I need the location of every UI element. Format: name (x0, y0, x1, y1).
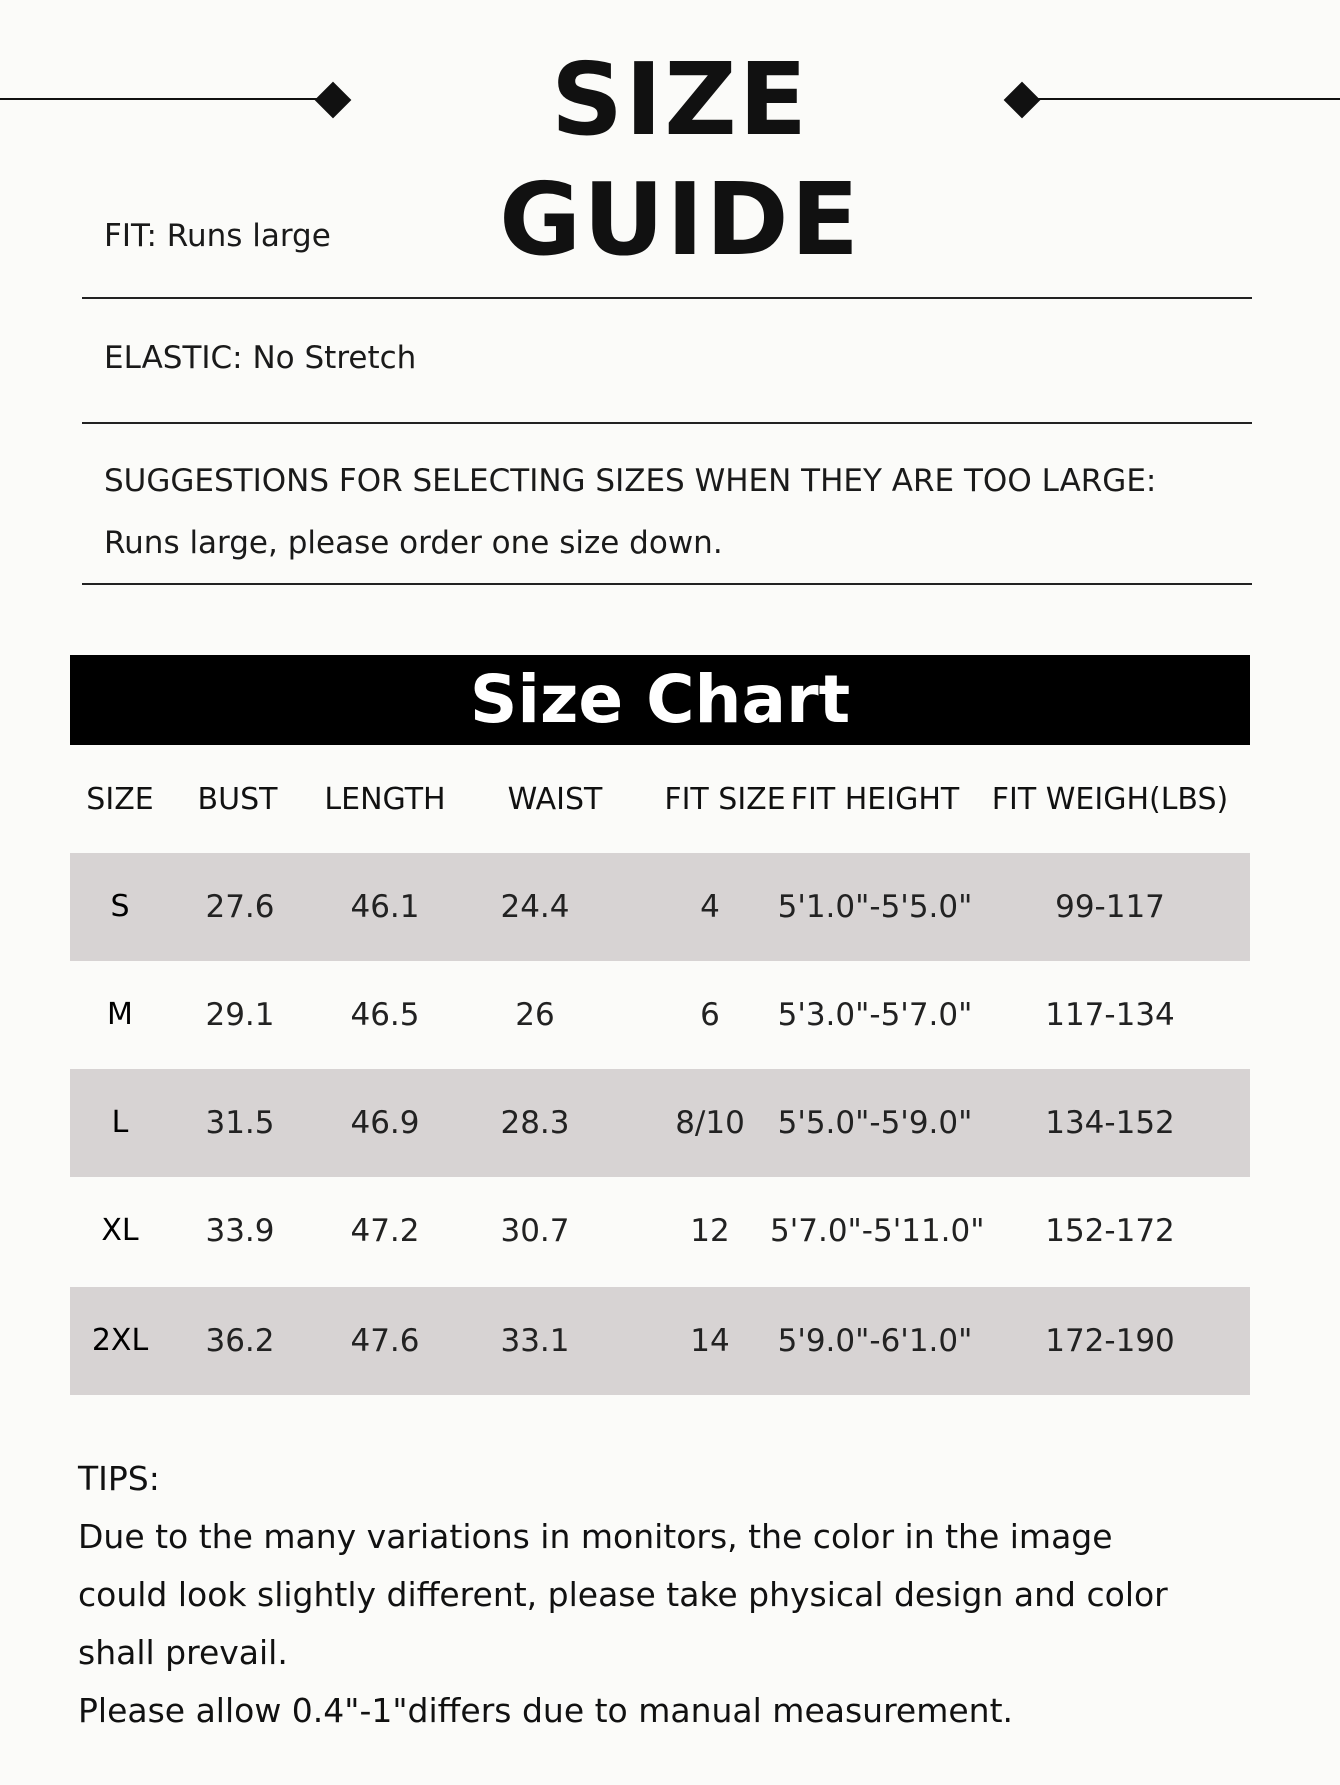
cell-fit-size: 8/10 (675, 1105, 745, 1141)
cell-bust: 31.5 (205, 1105, 275, 1141)
cell-fit-size: 6 (700, 997, 720, 1033)
cell-size: XL (101, 1213, 139, 1248)
divider (82, 583, 1252, 585)
cell-fit-height: 5'9.0"-6'1.0" (777, 1323, 973, 1359)
tips-line: shall prevail. (78, 1633, 288, 1672)
tips-line: Due to the many variations in monitors, the color in the image (78, 1517, 1113, 1556)
cell-length: 46.1 (350, 889, 420, 925)
page-title: SIZE GUIDE (499, 41, 861, 278)
header-line-right (1035, 98, 1340, 100)
cell-size: 2XL (91, 1323, 149, 1358)
cell-fit-height: 5'7.0"-5'11.0" (770, 1213, 985, 1249)
cell-waist: 28.3 (500, 1105, 570, 1141)
tips-line: Please allow 0.4"-1"differs due to manual measurement. (78, 1691, 1014, 1730)
cell-fit-weight: 172-190 (1045, 1323, 1175, 1359)
cell-length: 46.5 (350, 997, 420, 1033)
col-header-fit-height: FIT HEIGHT (790, 782, 960, 817)
tips-section (78, 1450, 1278, 1740)
table-row (70, 961, 1250, 1069)
diamond-icon (1004, 82, 1041, 119)
elastic-info: ELASTIC: No Stretch (104, 340, 417, 376)
cell-fit-weight: 99-117 (1055, 889, 1165, 925)
col-header-fit-size: FIT SIZE (664, 782, 786, 817)
col-header-fit-weight: FIT WEIGH(LBS) (991, 782, 1229, 817)
table-row (70, 1069, 1250, 1177)
table-row (70, 853, 1250, 961)
col-header-waist: WAIST (507, 782, 603, 817)
cell-size: S (110, 889, 130, 924)
cell-fit-size: 14 (690, 1323, 730, 1359)
cell-fit-weight: 152-172 (1045, 1213, 1175, 1249)
divider (82, 422, 1252, 424)
size-chart-title: Size Chart (469, 661, 851, 738)
cell-fit-height: 5'3.0"-5'7.0" (777, 997, 973, 1033)
cell-fit-weight: 134-152 (1045, 1105, 1175, 1141)
tips-line: could look slightly different, please take physical design and color (78, 1575, 1168, 1614)
table-row (70, 1287, 1250, 1395)
col-header-size: SIZE (86, 782, 154, 817)
cell-fit-height: 5'5.0"-5'9.0" (777, 1105, 973, 1141)
suggestion-heading: SUGGESTIONS FOR SELECTING SIZES WHEN THEY ARE TOO LARGE: (104, 463, 1157, 499)
cell-fit-height: 5'1.0"-5'5.0" (777, 889, 973, 925)
diamond-icon (315, 82, 352, 119)
table-header (70, 770, 1250, 830)
divider (82, 297, 1252, 299)
cell-waist: 33.1 (500, 1323, 570, 1359)
col-header-bust: BUST (197, 782, 278, 817)
cell-waist: 26 (515, 997, 555, 1033)
cell-length: 47.6 (350, 1323, 420, 1359)
cell-bust: 27.6 (205, 889, 275, 925)
cell-fit-size: 4 (700, 889, 720, 925)
header-line-left (0, 98, 320, 100)
col-header-length: LENGTH (324, 782, 446, 817)
cell-length: 47.2 (350, 1213, 420, 1249)
cell-bust: 36.2 (205, 1323, 275, 1359)
cell-fit-weight: 117-134 (1045, 997, 1175, 1033)
tips-heading: TIPS: (78, 1459, 160, 1498)
cell-waist: 24.4 (500, 889, 570, 925)
table-row (70, 1177, 1250, 1285)
cell-fit-size: 12 (690, 1213, 730, 1249)
suggestion-text: Runs large, please order one size down. (104, 525, 723, 561)
cell-size: M (107, 997, 133, 1032)
cell-waist: 30.7 (500, 1213, 570, 1249)
cell-bust: 33.9 (205, 1213, 275, 1249)
cell-size: L (111, 1105, 129, 1140)
fit-info: FIT: Runs large (104, 218, 331, 254)
cell-length: 46.9 (350, 1105, 420, 1141)
cell-bust: 29.1 (205, 997, 275, 1033)
size-chart-banner (70, 655, 1250, 745)
